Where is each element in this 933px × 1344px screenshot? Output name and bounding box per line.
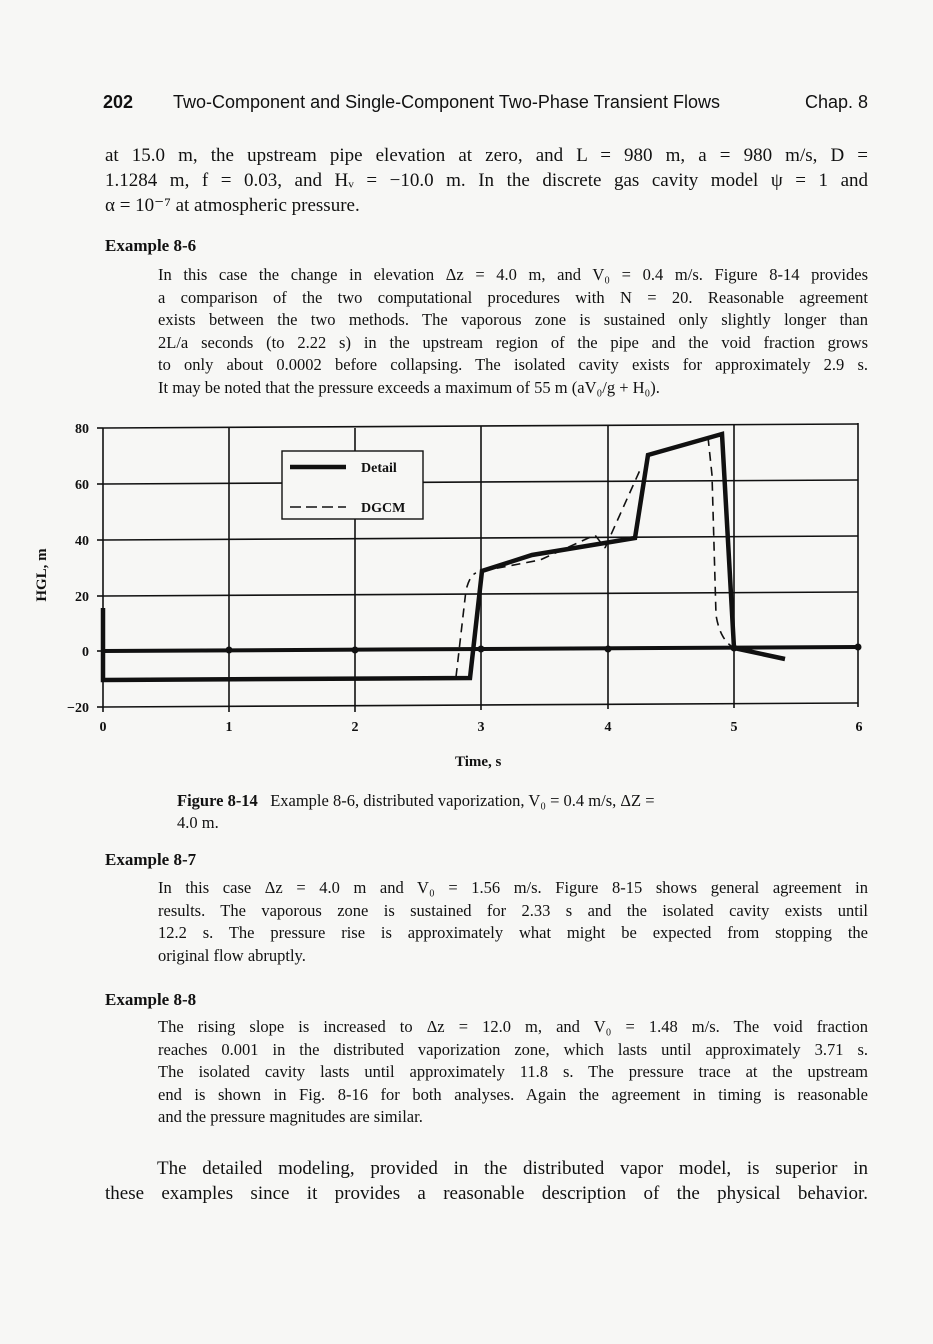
- figure-caption: [177, 790, 797, 834]
- text-line: α = 10⁻⁷ at atmospheric pressure.: [105, 195, 360, 216]
- example-8-7-heading: Example 8-7: [105, 850, 197, 869]
- text-line: 1.1284 m, f = 0.03, and Hᵥ = −10.0 m. In the discrete gas cavity model ψ = 1 and: [105, 170, 868, 191]
- text-line: The detailed modeling, provided in the distributed vapor model, is superior in: [157, 1158, 868, 1179]
- svg-text:0: 0: [99, 720, 107, 735]
- example-8-6-body: [158, 264, 868, 400]
- text-line: to only about 0.0002 before collapsing. The isolated cavity exists for approximately 2.9 s.: [158, 355, 868, 375]
- text-line: It may be noted that the pressure exceeds a maximum of 55 m (aV₀/g + H₀).: [158, 377, 660, 397]
- y-axis-label: HGL, m: [34, 548, 50, 602]
- y-axis-ticks: [67, 422, 89, 716]
- text-line: end is shown in Fig. 8-16 for both analyses. Again the agreement in timing is reasonable: [158, 1084, 868, 1104]
- page-number: 202: [103, 92, 134, 112]
- text-line: exists between the two methods. The vaporous zone is sustained only slightly longer than: [158, 310, 868, 330]
- caption-line: [177, 790, 797, 812]
- svg-text:40: 40: [75, 534, 89, 549]
- svg-text:3: 3: [477, 720, 485, 735]
- example-8-8-heading: Example 8-8: [105, 990, 197, 1009]
- svg-text:60: 60: [75, 478, 89, 493]
- svg-text:20: 20: [75, 590, 89, 605]
- legend-detail-label: Detail: [361, 461, 397, 476]
- legend: [282, 451, 423, 519]
- text-line: 2L/a seconds (to 2.22 s) in the upstream region of the pipe and the void fraction grows: [158, 332, 868, 352]
- caption-line-2: 4.0 m.: [177, 813, 219, 832]
- running-header: [103, 92, 868, 118]
- text-line: and the pressure magnitudes are similar.: [158, 1107, 423, 1127]
- svg-text:5: 5: [730, 720, 738, 735]
- series-dgcm: [456, 437, 734, 677]
- running-title: Two-Component and Single-Component Two-Phase Transient Flows: [173, 92, 720, 112]
- svg-text:6: 6: [855, 720, 863, 735]
- text-line: In this case Δz = 4.0 m and V₀ = 1.56 m/s. Figure 8-15 shows general agreement in: [158, 878, 868, 897]
- text-line: these examples since it provides a reasonable description of the physical behavior.: [105, 1183, 868, 1204]
- example-8-8-body: [158, 1016, 868, 1129]
- svg-text:1: 1: [225, 720, 233, 735]
- svg-text:2: 2: [351, 720, 359, 735]
- chapter-label: Chap. 8: [804, 92, 868, 112]
- legend-dgcm-label: DGCM: [361, 501, 406, 516]
- figure-8-14-chart: [0, 410, 933, 755]
- grid: [97, 423, 858, 712]
- example-8-6-heading: Example 8-6: [105, 236, 197, 255]
- text-line: a comparison of the two computational procedures with N = 20. Reasonable agreement: [158, 287, 868, 307]
- text-line: The rising slope is increased to Δz = 12.0 m, and V₀ = 1.48 m/s. The void fraction: [158, 1017, 868, 1036]
- text-line: reaches 0.001 in the distributed vaporization zone, which lasts until approximately 3.71 s.: [158, 1039, 868, 1059]
- example-8-7-body: [158, 877, 868, 967]
- text-line: at 15.0 m, the upstream pipe elevation at zero, and L = 980 m, a = 980 m/s, D =: [105, 145, 868, 166]
- svg-text:4: 4: [604, 720, 612, 735]
- text-line: The isolated cavity lasts until approximately 11.8 s. The pressure trace at the upstream: [158, 1062, 868, 1082]
- svg-text:−20: −20: [67, 701, 89, 716]
- x-axis-label: Time, s: [455, 754, 502, 770]
- caption-text: Example 8-6, distributed vaporization, V₀ = 0.4 m/s, ΔZ =: [270, 791, 655, 810]
- x-axis-ticks: [100, 720, 863, 735]
- svg-text:0: 0: [82, 645, 89, 660]
- text-line: 12.2 s. The pressure rise is approximately what might be expected from stopping the: [158, 923, 868, 943]
- caption-label: Figure 8-14: [177, 791, 258, 810]
- series-detail: [103, 434, 785, 680]
- text-line: original flow abruptly.: [158, 945, 306, 965]
- closing-paragraph: [105, 1156, 868, 1206]
- text-line: results. The vaporous zone is sustained for 2.33 s and the isolated cavity exists until: [158, 900, 868, 920]
- text-line: In this case the change in elevation Δz = 4.0 m, and V₀ = 0.4 m/s. Figure 8-14 provides: [158, 265, 868, 284]
- svg-text:80: 80: [75, 422, 89, 437]
- intro-paragraph: [105, 143, 868, 218]
